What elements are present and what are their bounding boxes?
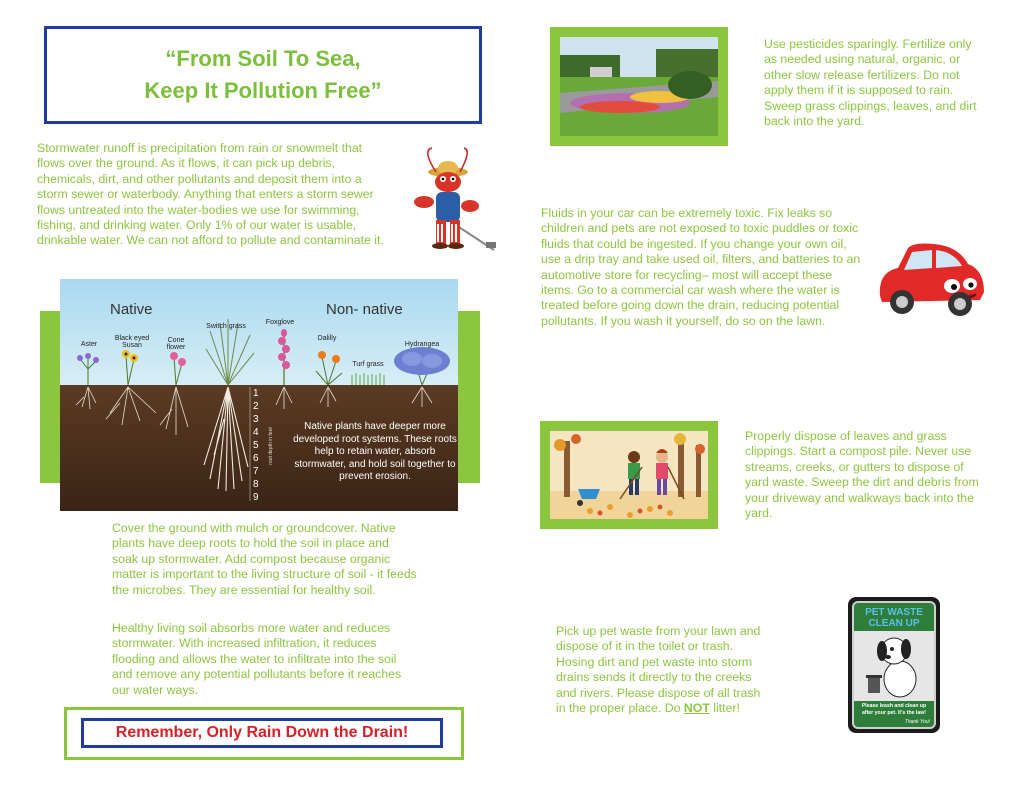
- pet-waste-text: Pick up pet waste from your lawn and dispose of it in the toilet or trash. Hosing dirt and pet waste into storm drains sends it directly to the creeks and rivers. Please dispose of all trash in the proper place. Do: [556, 624, 761, 716]
- sign-title-line-2: CLEAN UP: [868, 618, 920, 629]
- sign-caption: Please leash and clean up after your pet. It's the law!: [861, 703, 927, 716]
- landscape-photo-frame: [550, 27, 728, 146]
- depth-number: 8: [253, 479, 259, 490]
- native-vs-nonnative-diagram: [60, 279, 458, 511]
- title-line-1: “From Soil To Sea,: [165, 46, 361, 71]
- depth-number: 1: [253, 388, 259, 399]
- pet-waste-sign-face: [852, 601, 936, 729]
- diagram-note: Native plants have deeper more developed root systems. These roots help to retain water, absorb stormwater, and hold soil together to prevent erosion.: [293, 421, 457, 482]
- plant-label: Black eyed Susan: [114, 335, 150, 349]
- pet-waste-text-end: litter!: [709, 701, 740, 716]
- title-line-2: Keep It Pollution Free”: [144, 78, 382, 103]
- depth-number: 2: [253, 401, 259, 412]
- crawfish-mascot-illustration: [402, 146, 498, 252]
- depth-number: 5: [253, 440, 259, 451]
- native-heading: Native: [110, 301, 153, 318]
- pet-waste-not-emphasis: NOT: [683, 701, 710, 716]
- groundcover-paragraph: Cover the ground with mulch or groundcover. Native plants have deep roots to hold the soil in place and soak up stormwater. Add compost because organic matter is important to the living structure of soil - it feeds the microbes. They are essential for healthy soil.: [112, 521, 417, 597]
- plant-label: Hydrangea: [404, 341, 440, 348]
- raking-leaves-illustration: [550, 431, 708, 519]
- sign-title: [854, 607, 934, 629]
- depth-number: 6: [253, 453, 259, 464]
- raking-leaves-frame: [540, 421, 718, 529]
- plant-label: Aster: [80, 341, 98, 348]
- nonnative-heading: Non- native: [326, 301, 403, 318]
- plant-label: Cone flower: [166, 337, 186, 351]
- remember-text: Remember, Only Rain Down the Drain!: [81, 718, 443, 748]
- pet-waste-paragraph: [556, 624, 772, 716]
- depth-number: 4: [253, 427, 259, 438]
- landscape-photo: [560, 37, 718, 136]
- depth-number: 3: [253, 414, 259, 425]
- plant-label: Turf grass: [352, 361, 384, 368]
- depth-number: 9: [253, 492, 259, 503]
- sign-thanks: Thank You!: [904, 719, 930, 725]
- car-fluids-paragraph: Fluids in your car can be extremely toxic. Fix leaks so children and pets are not exposed to toxic puddles or toxic fluids that could be ingested. If you change your own oil, use a drip tray and take used oil, filters, and batteries to an automotive store for recycling– most will accept these items. Go to a commercial car wash where the water is treated before going down the drain, reducing potential pollutants. If you wash it yourself, do so on the lawn.: [541, 206, 861, 328]
- dog-icon: [854, 631, 934, 701]
- title-box: [44, 26, 482, 124]
- pesticide-paragraph: Use pesticides sparingly. Fertilize only as needed using natural, organic, or other slow release fertilizers. Do not apply them if it is supposed to rain. Sweep grass clippings, leaves, and dirt back into the yard.: [764, 37, 977, 129]
- sign-title-line-1: PET WASTE: [865, 607, 923, 618]
- healthy-soil-paragraph: Healthy living soil absorbs more water and reduces stormwater. With increased infiltration, it reduces flooding and allows the water to infiltrate into the soil and remove any potential pollutants before it reaches our water ways.: [112, 621, 402, 697]
- remember-callout: [64, 707, 464, 760]
- intro-paragraph: Stormwater runoff is precipitation from rain or snowmelt that flows over the ground. As it flows, it can pick up debris, chemicals, dirt, and other pollutants and deposit them into a storm sewer or waterbody. Anything that enters a storm sewer flows untreated into the water-bodies we use for swimming, fishing, and drinking water. Only 1% of our water is usable, drinkable water. We can not afford to pollute and contaminate it.: [37, 141, 384, 248]
- plant-label: Switch grass: [206, 323, 246, 330]
- red-car-illustration: [874, 242, 988, 318]
- pet-waste-sign: [848, 597, 940, 733]
- depth-number: 7: [253, 466, 259, 477]
- leaves-paragraph: Properly dispose of leaves and grass clippings. Start a compost pile. Never use streams, creeks, or gutters to dispose of yard waste. Sweep the dirt and debris from your driveway and walkways back into the yard.: [745, 429, 979, 521]
- plant-label: Foxglove: [265, 319, 295, 326]
- depth-axis-label: root depth in feet: [268, 427, 274, 465]
- plant-label: Dalilly: [317, 335, 337, 342]
